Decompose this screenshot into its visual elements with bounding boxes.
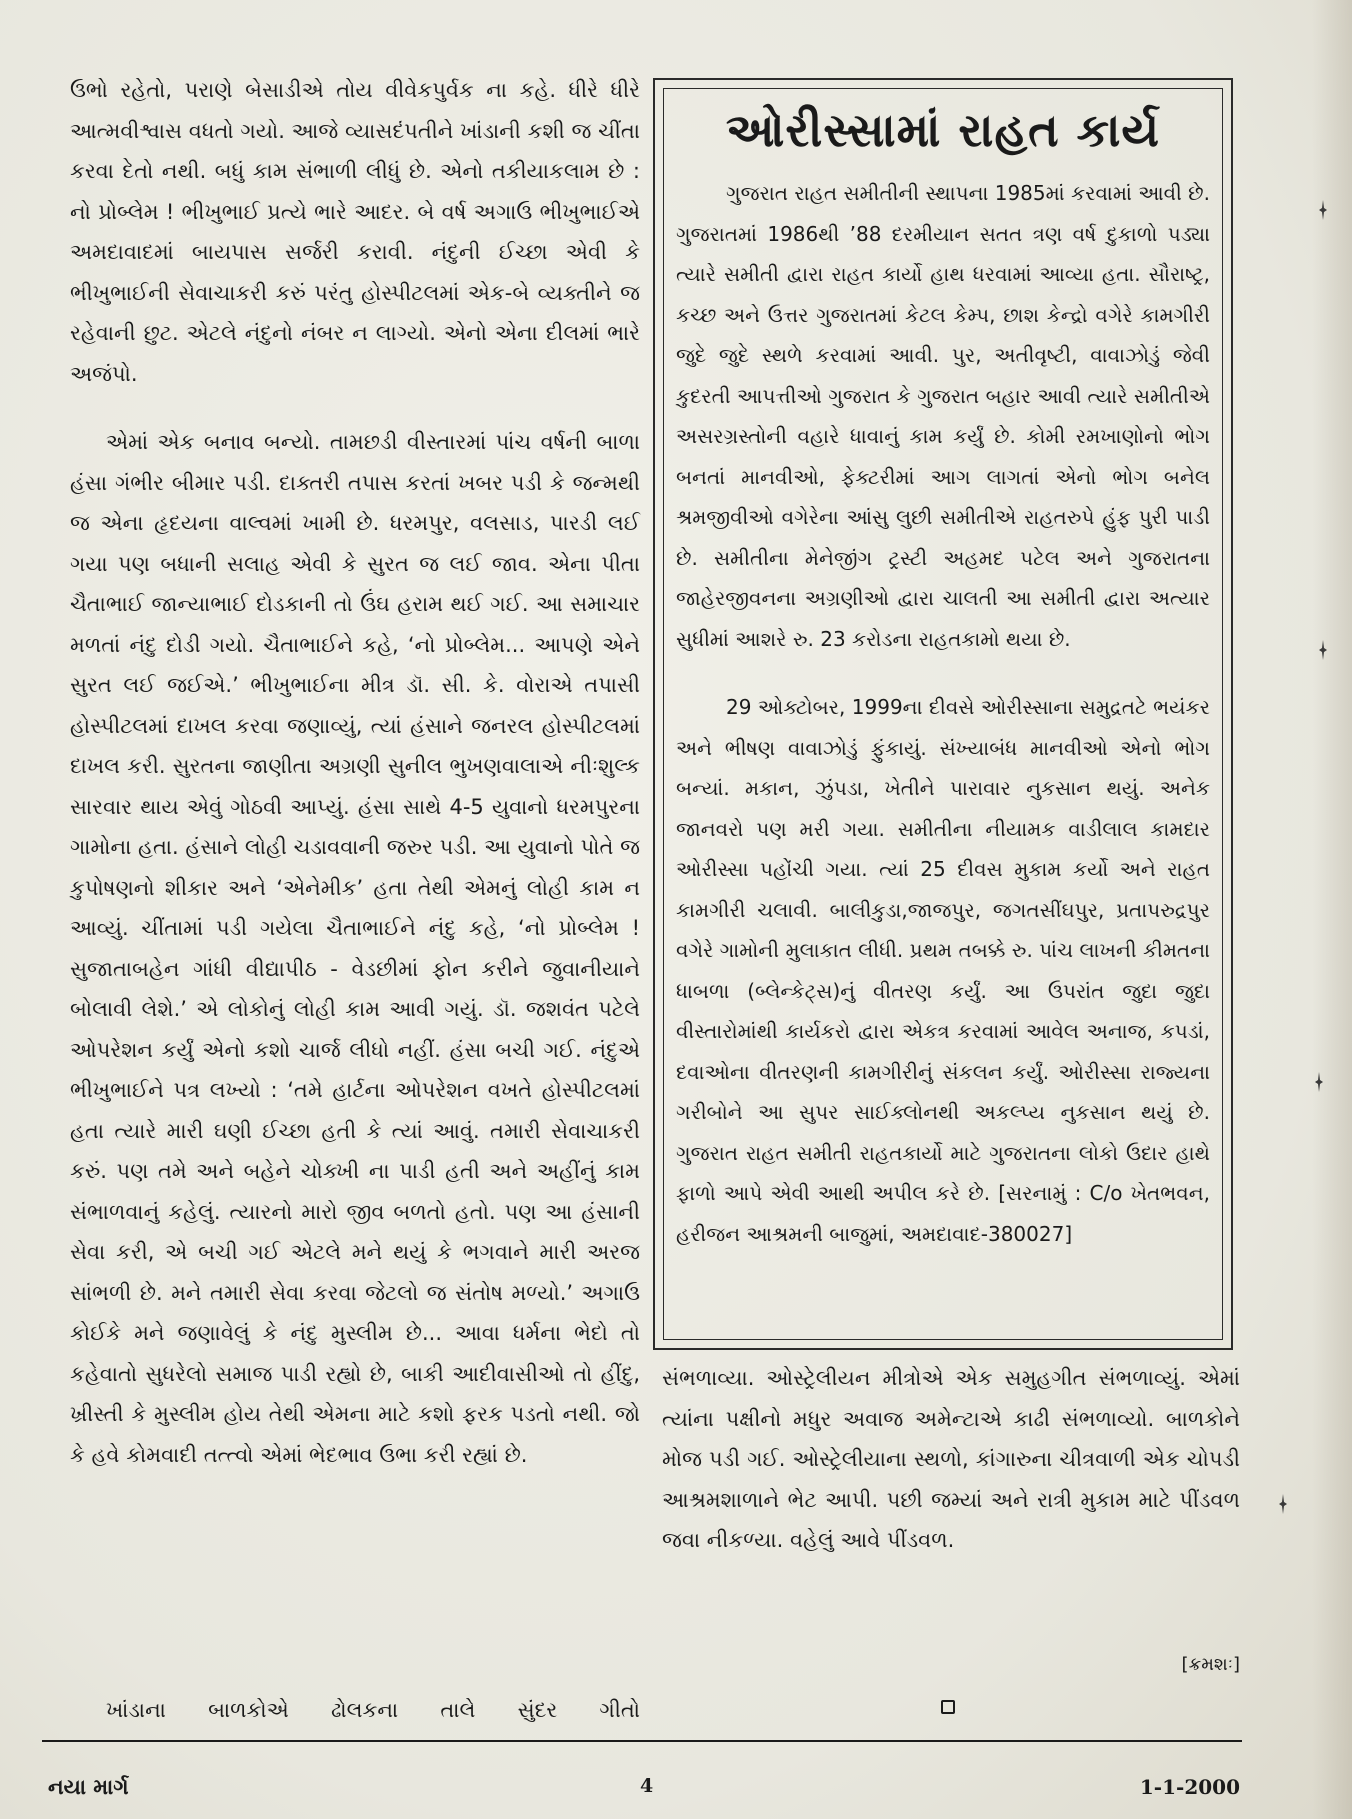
right-paragraph: સંભળાવ્યા. ઓસ્ટ્રેલીયન મીત્રોએ એક સમુહગીત સંભળાવ્યું. એમાં ત્યાંના પક્ષીનો મધુર અવાજ અમેન્ટાએ કાઢી સંભળાવ્યો. બાળકોને મોજ પડી ગઈ. ઓસ્ટ્રેલીયાના સ્થળો, કાંગારુના ચીત્રવાળી એક ચોપડી આશ્રમશાળાને ભેટ આપી. પછી જમ્યાં અને રાત્રી મુકામ માટે પીંડવળ જવા નીકળ્યા. વહેલું આવે પીંડવળ. [662,1366,1240,1552]
staple-mark-icon [1318,640,1328,660]
left-paragraph-3: ખાંડાના બાળકોએ ઢોલકના તાલે સુંદર ગીતો [106,1698,640,1722]
issue-date: 1-1-2000 [1139,1775,1240,1799]
page-edge-shadow [1312,0,1352,1819]
staple-mark-icon [1278,1494,1288,1514]
relief-article-box [653,78,1233,1350]
end-of-article-square-icon [941,1700,955,1714]
right-column-continuation [662,1358,1240,1561]
relief-article-paragraph-1: ગુજરાત રાહત સમીતીની સ્થાપના 1985માં કરવામાં આવી છે. ગુજરાતમાં 1986થી ’88 દરમીયાન સતત ત્રણ વર્ષ દુકાળો પડ્યા ત્યારે સમીતી દ્વારા રાહત કાર્યો હાથ ધરવામાં આવ્યા હતા. સૌરાષ્ટ્ર, કચ્છ અને ઉત્તર ગુજરાતમાં કેટલ કેમ્પ, છાશ કેન્દ્રો વગેરે કામગીરી જુદે જુદે સ્થળે કરવામાં આવી. પુર, અતીવૃષ્ટી, વાવાઝોડું જેવી કુદરતી આપત્તીઓ ગુજરાત કે ગુજરાત બહાર આવી ત્યારે સમીતીએ અસરગ્રસ્તોની વહારે ધાવાનું કામ કર્યું છે. કોમી રમખાણોનો ભોગ બનતાં માનવીઓ, ફેક્ટરીમાં આગ લાગતાં એનો ભોગ બનેલ શ્રમજીવીઓ વગેરેના આંસુ લુછી સમીતીએ રાહતરુપે હુંફ પુરી પાડી છે. સમીતીના મેનેજીંગ ટ્રસ્ટી અહમદ પટેલ અને ગુજરાતના જાહેરજીવનના અગ્રણીઓ દ્વારા ચાલતી આ સમીતી દ્વારા અત્યાર સુધીમાં આશરે રુ. 23 કરોડના રાહતકામો થયા છે. [676,181,1210,651]
left-paragraph-2: એમાં એક બનાવ બન્યો. તામછડી વીસ્તારમાં પાંચ વર્ષની બાળા હંસા ગંભીર બીમાર પડી. દાક્તરી તપાસ કરતાં ખબર પડી કે જન્મથી જ એના હૃદયના વાલ્વમાં ખામી છે. ધરમપુર, વલસાડ, પારડી લઈ ગયા પણ બધાની સલાહ એવી કે સુરત જ લઈ જાવ. એના પીતા ચૈતાભાઈ જાન્યાભાઈ દોડકાની તો ઉંઘ હરામ થઈ ગઈ. આ સમાચાર મળતાં નંદુ દોડી ગયો. ચૈતાભાઈને કહે, ‘નો પ્રોબ્લેમ... આપણે એને સુરત લઈ જઈએ.’ ભીખુભાઈના મીત્ર ડૉ. સી. કે. વોરાએ તપાસી હોસ્પીટલમાં દાખલ કરવા જણાવ્યું, ત્યાં હંસાને જનરલ હોસ્પીટલમાં દાખલ કરી. સુરતના જાણીતા અગ્રણી સુનીલ ભુખણવાલાએ નીઃશુલ્ક સારવાર થાય એવું ગોઠવી આપ્યું. હંસા સાથે 4-5 યુવાનો ધરમપુરના ગામોના હતા. હંસાને લોહી ચડાવવાની જરુર પડી. આ યુવાનો પોતે જ કુપોષણનો શીકાર અને ‘એનેમીક’ હતા તેથી એમનું લોહી કામ ન આવ્યું. ચીંતામાં પડી ગયેલા ચૈતાભાઈને નંદુ કહે, ‘નો પ્રોબ્લેમ ! સુજાતાબહેન ગાંધી વીદ્યાપીઠ - વેડછીમાં ફોન કરીને જુવાનીયાને બોલાવી લેશે.’ એ લોકોનું લોહી કામ આવી ગયું. ડૉ. જશવંત પટેલે ઓપરેશન કર્યું એનો કશો ચાર્જ લીધો નહીં. હંસા બચી ગઈ. નંદુએ ભીખુભાઈને પત્ર લખ્યો : ‘તમે હાર્ટના ઓપરેશન વખતે હોસ્પીટલમાં હતા ત્યારે મારી ઘણી ઈચ્છા હતી કે ત્યાં આવું. તમારી સેવાચાકરી કરું. પણ તમે અને બહેને ચોક્ખી ના પાડી હતી અને અહીંનું કામ સંભાળવાનું કહેલું. ત્યારનો મારો જીવ બળતો હતો. પણ આ હંસાની સેવા કરી, એ બચી ગઈ એટલે મને થયું કે ભગવાને મારી અરજ સાંભળી છે. મને તમારી સેવા કરવા જેટલો જ સંતોષ મળ્યો.’ અગાઉ કોઈકે મને જણાવેલું કે નંદુ મુસ્લીમ છે... આવા ધર્મના ભેદો તો કહેવાતો સુધરેલો સમાજ પાડી રહ્યો છે, બાકી આદીવાસીઓ તો હીંદુ, ખ્રીસ્તી કે મુસ્લીમ હોય તેથી એમના માટે કશો ફરક પડતો નથી. જો કે હવે કોમવાદી તત્ત્વો એમાં ભેદભાવ ઉભા કરી રહ્યાં છે. [70,430,640,1467]
relief-article-inner-border [663,88,1223,1340]
relief-article-title: ઓરીસ્સામાં રાહત કાર્ય [725,103,1161,157]
left-column [70,70,640,1475]
continued-marker: [ક્રમશઃ] [1181,1654,1240,1675]
relief-article-paragraph-2: 29 ઓક્ટોબર, 1999ના દીવસે ઓરીસ્સાના સમુદ્રતટે ભયંકર અને ભીષણ વાવાઝોડું ફુંકાયું. સંખ્યાબંધ માનવીઓ એનો ભોગ બન્યાં. મકાન, ઝુંપડા, ખેતીને પારાવાર નુકસાન થયું. અનેક જાનવરો પણ મરી ગયા. સમીતીના નીયામક વાડીલાલ કામદાર ઓરીસ્સા પહોંચી ગયા. ત્યાં 25 દીવસ મુકામ કર્યો અને રાહત કામગીરી ચલાવી. બાલીકુડા,જાજપુર, જગતસીંઘપુર, પ્રતાપરુદ્રપુર વગેરે ગામોની મુલાકાત લીધી. પ્રથમ તબક્કે રુ. પાંચ લાખની કીમતના ધાબળા (બ્લેન્કેટ્સ)નું વીતરણ કર્યું. આ ઉપરાંત જુદા જુદા વીસ્તારોમાંથી કાર્યકરો દ્વારા એકત્ર કરવામાં આવેલ અનાજ, કપડાં, દવાઓના વીતરણની કામગીરીનું સંકલન કર્યું. ઓરીસ્સા રાજ્યના ગરીબોને આ સુપર સાઈક્લોનથી અકલ્પ્ય નુકસાન થયું છે. ગુજરાત રાહત સમીતી રાહતકાર્યો માટે ગુજરાતના લોકો ઉદાર હાથે ફાળો આપે એવી આથી અપીલ કરે છે. [સરનામું : C/o ખેતભવન, હરીજન આશ્રમની બાજુમાં, અમદાવાદ-380027] [676,695,1210,1246]
staple-mark-icon [1314,1072,1324,1092]
publication-name: નયા માર્ગ [48,1775,129,1799]
page-number: 4 [640,1775,654,1797]
footer-rule [42,1740,1242,1742]
staple-mark-icon [1318,200,1328,220]
left-paragraph-1: ઉભો રહેતો, પરાણે બેસાડીએ તોય વીવેકપુર્વક ના કહે. ધીરે ધીરે આત્મવીશ્વાસ વધતો ગયો. આજે વ્યાસદંપતીને ખાંડાની કશી જ ચીંતા કરવા દેતો નથી. બધું કામ સંભાળી લીધું છે. એનો તકીયાકલામ છે : નો પ્રોબ્લેમ ! ભીખુભાઈ પ્રત્યે ભારે આદર. બે વર્ષ અગાઉ ભીખુભાઈએ અમદાવાદમાં બાયપાસ સર્જરી કરાવી. નંદુની ઈચ્છા એવી કે ભીખુભાઈની સેવાચાકરી કરું પરંતુ હોસ્પીટલમાં એક-બે વ્યક્તીને જ રહેવાની છુટ. એટલે નંદુનો નંબર ન લાગ્યો. એનો એના દીલમાં ભારે અજંપો. [70,78,640,386]
